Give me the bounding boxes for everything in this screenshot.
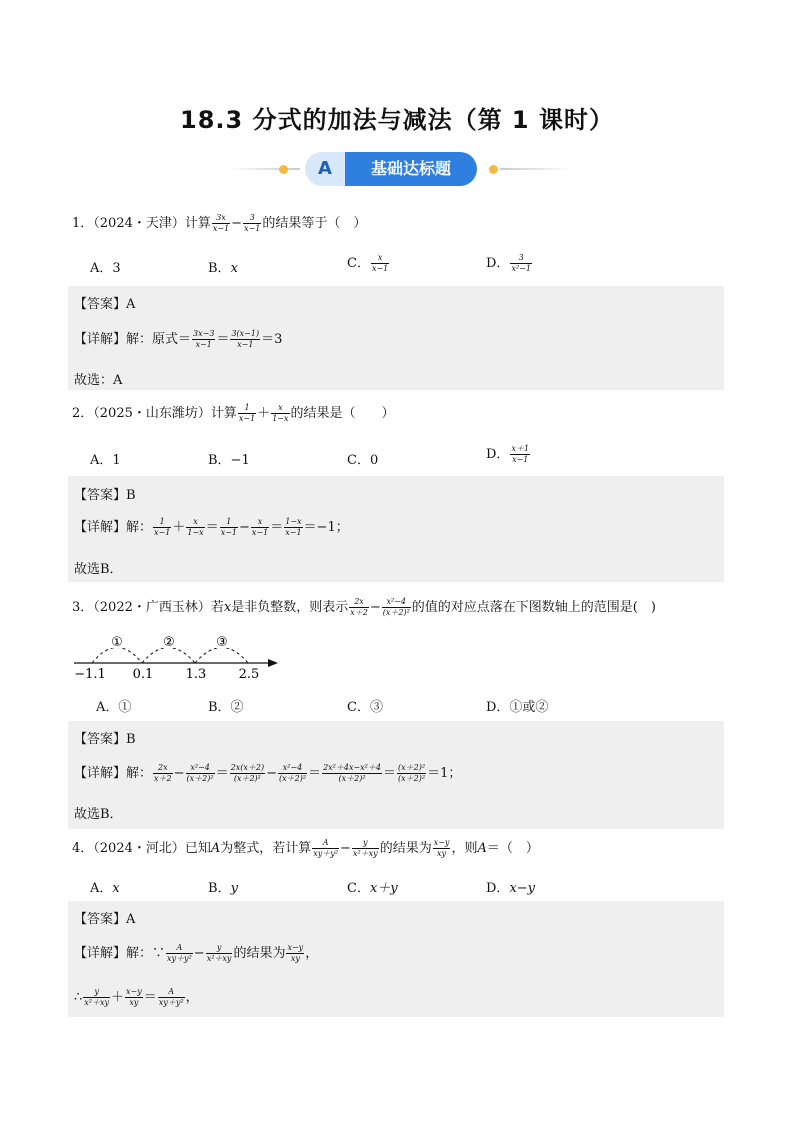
q3-answer: 【答案】B	[74, 732, 136, 747]
q1-detail: 【详解】解：原式＝ $\frac{3x-3}{x-1}$ ＝ $\frac{3(x-1)}{x-1}$ ＝3	[74, 329, 283, 349]
banner-level: A	[305, 152, 345, 186]
q1-conclusion: 故选：A	[74, 373, 123, 388]
q4-detail-line-2: ∴ $\frac{y}{\text{x²＋xy}}$ ＋ $\frac{x-y}{xy}$ ＝ $\frac{A}{\text{xy＋y²}}$ ，	[74, 987, 199, 1007]
q4-detail: 【详解】解：∵ $\frac{A}{\text{xy＋y²}}$ − $\frac{y}{\text{x²＋xy}}$ 的结果为 $\frac{x-y}{xy}$ ，	[74, 943, 319, 963]
section-banner	[305, 152, 477, 186]
question-2: 2．（2025・山东潍坊）计算 $\frac{1}{x-1}$ ＋ $\frac{x}{1-x}$ 的结果是（ ）	[72, 403, 395, 423]
q1-option-c: C． $\frac{x}{x-1}$	[347, 253, 389, 273]
q2-answer: 【答案】B	[74, 488, 136, 503]
arc-label-1: ①	[111, 635, 123, 650]
tick-label-1: −1.1	[74, 667, 106, 682]
q1-suffix: 的结果等于（ ）	[262, 216, 367, 231]
q3-conclusion: 故选B．	[74, 807, 123, 822]
q2-detail: 【详解】解： $\frac{1}{x-1}$ ＋ $\frac{x}{1-x}$ ＝ $\frac{1}{x-1}$ − $\frac{x}{x-1}$ ＝ $\frac{1-x}{x-1}$ ＝−1；	[74, 517, 349, 537]
q3-option-b: B．②	[208, 700, 244, 715]
banner-line-right	[500, 168, 570, 170]
banner-dot-left	[279, 165, 288, 174]
banner-dot-right	[489, 165, 498, 174]
banner-line-left	[230, 168, 300, 170]
arc-label-2: ②	[163, 635, 175, 650]
q3-option-c: C．③	[347, 700, 383, 715]
q4-option-a: A．x	[90, 881, 120, 896]
q4-option-b: B．y	[208, 881, 238, 896]
q2-option-d: D． $\frac{x+1}{x-1}$	[486, 444, 530, 464]
tick-label-3: 1.3	[185, 667, 207, 682]
axis-arrow	[268, 659, 278, 667]
q2-option-a: A．1	[90, 453, 121, 468]
q1-prefix: 1．（2024・天津）计算	[72, 216, 211, 231]
q4-option-d: D．x−y	[486, 881, 536, 896]
banner-label: 基础达标题	[345, 152, 477, 186]
q1-fraction-2: $\frac{3}{x-1}$	[244, 213, 261, 233]
q3-option-d: D．①或②	[486, 700, 549, 715]
q1-fraction-1: $\frac{3x}{x-1}$	[212, 213, 230, 233]
q3-detail: 【详解】解： $\frac{2x}{x+2}$ − $\frac{\text{x²−4}}{\text{(x＋2)²}}$ ＝ $\frac{2x(x+2)}{\text{(x＋2)²}}$ − $\frac{\text{x²−4}}{\text{(x＋2)²}}$ ＝ $\frac{\text{2x²＋4x−x²＋4}}{\text{(x＋2)²}}$ ＝ $\frac{\text{(x＋2)²}}{\text{(x＋2)²}}$ ＝1；	[74, 763, 462, 783]
q4-option-c: C．x＋y	[347, 881, 398, 896]
question-1: 1．（2024・天津）计算 $\frac{3x}{x-1}$ − $\frac{3}{x-1}$ 的结果等于（ ）	[72, 213, 367, 233]
q3-option-a: A．①	[96, 700, 132, 715]
q2-conclusion: 故选B．	[74, 562, 123, 577]
q1-option-a: A．3	[90, 261, 121, 276]
page-title: 18.3 分式的加法与减法（第 1 课时）	[180, 106, 614, 134]
q2-option-b: B．−1	[208, 453, 250, 468]
question-4: 4．（2024・河北）已知A为整式，若计算 $\frac{A}{\text{xy＋y²}}$ − $\frac{y}{\text{x²＋xy}}$ 的结果为 $\frac{x-y}{xy}$ ，则A＝（ ）	[72, 838, 539, 858]
tick-label-4: 2.5	[238, 667, 260, 682]
question-3: 3．（2022・广西玉林）若x是非负整数，则表示 $\frac{2x}{x+2}$ − $\frac{\text{x²−4}}{\text{(x＋2)²}}$ 的值的对应点落在下图数轴上的范围是( )	[72, 597, 656, 617]
q1-option-d: D． $\frac{3}{\text{x²−1}}$	[486, 253, 531, 273]
q1-answer: 【答案】A	[74, 297, 136, 312]
arc-label-3: ③	[216, 635, 228, 650]
q4-answer: 【答案】A	[74, 912, 136, 927]
q1-option-b: B．x	[208, 261, 238, 276]
q2-option-c: C．0	[347, 453, 379, 468]
tick-label-2: 0.1	[132, 667, 154, 682]
number-line	[70, 630, 285, 682]
